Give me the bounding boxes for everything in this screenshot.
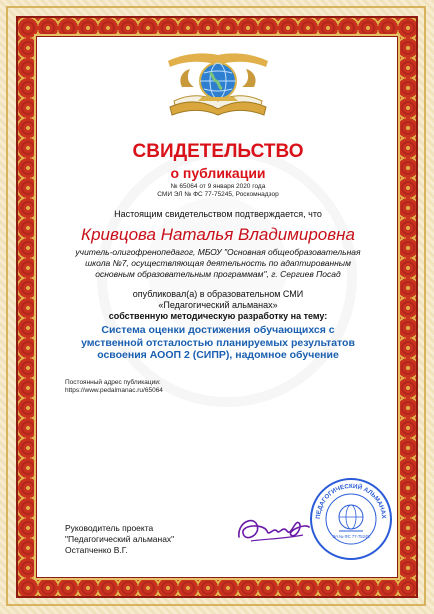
topic-line: освоения АООП 2 (СИПР), надомное обучение — [97, 349, 339, 361]
publication-line: «Педагогический альманах» — [158, 300, 278, 310]
publication-statement — [37, 289, 398, 311]
topic-label: собственную методическую разработку на тему: — [108, 311, 328, 321]
stamp-reg-number: Эл № ФС 77-75245 — [332, 534, 370, 539]
recipient-description — [59, 247, 377, 280]
media-registration: СМИ ЭЛ № ФС 77-75245, Роскомнадзор — [157, 191, 279, 198]
stamp-ring-text: ПЕДАГОГИЧЕСКИЙ АЛЬМАНАХ — [314, 482, 388, 520]
certificate-panel — [36, 36, 398, 578]
description-line: школа №7, осуществляющая деятельность по адаптированным — [85, 258, 351, 268]
footer-line: Руководитель проекта — [65, 523, 154, 533]
certificate-title: СВИДЕТЕЛЬСТВО — [132, 141, 304, 162]
topic-title — [55, 324, 381, 362]
topic-line: Система оценки достижения обучающихся с — [101, 324, 335, 336]
address-label: Постоянный адрес публикации: — [65, 379, 161, 386]
description-line: основным образовательным программам", г. Сергиев Посад — [95, 269, 341, 279]
description-line: учитель-олигофренопедагог, МБОУ "Основная общеобразовательная — [75, 247, 361, 257]
footer-line: "Педагогический альманах" — [65, 534, 175, 544]
address-link[interactable]: https://www.pedalmanac.ru/65064 — [65, 387, 163, 394]
globe-book-crest-icon — [160, 43, 276, 123]
project-lead-signature-block — [65, 523, 174, 556]
confirmation-text: Настоящим свидетельством подтверждается, что — [114, 209, 322, 219]
publication-line: опубликовал(а) в образовательном СМИ — [132, 289, 304, 299]
certificate-subtitle: о публикации — [170, 165, 266, 181]
handwritten-signature-icon — [233, 509, 313, 549]
official-stamp-icon — [309, 477, 393, 561]
footer-line: Остапченко В.Г. — [65, 545, 128, 555]
publication-address — [65, 379, 163, 395]
topic-line: умственной отсталостью планируемых результатов — [81, 336, 355, 349]
recipient-name: Кривцова Наталья Владимировна — [81, 225, 355, 244]
registration-number: № 65064 от 9 января 2020 года — [170, 183, 266, 190]
